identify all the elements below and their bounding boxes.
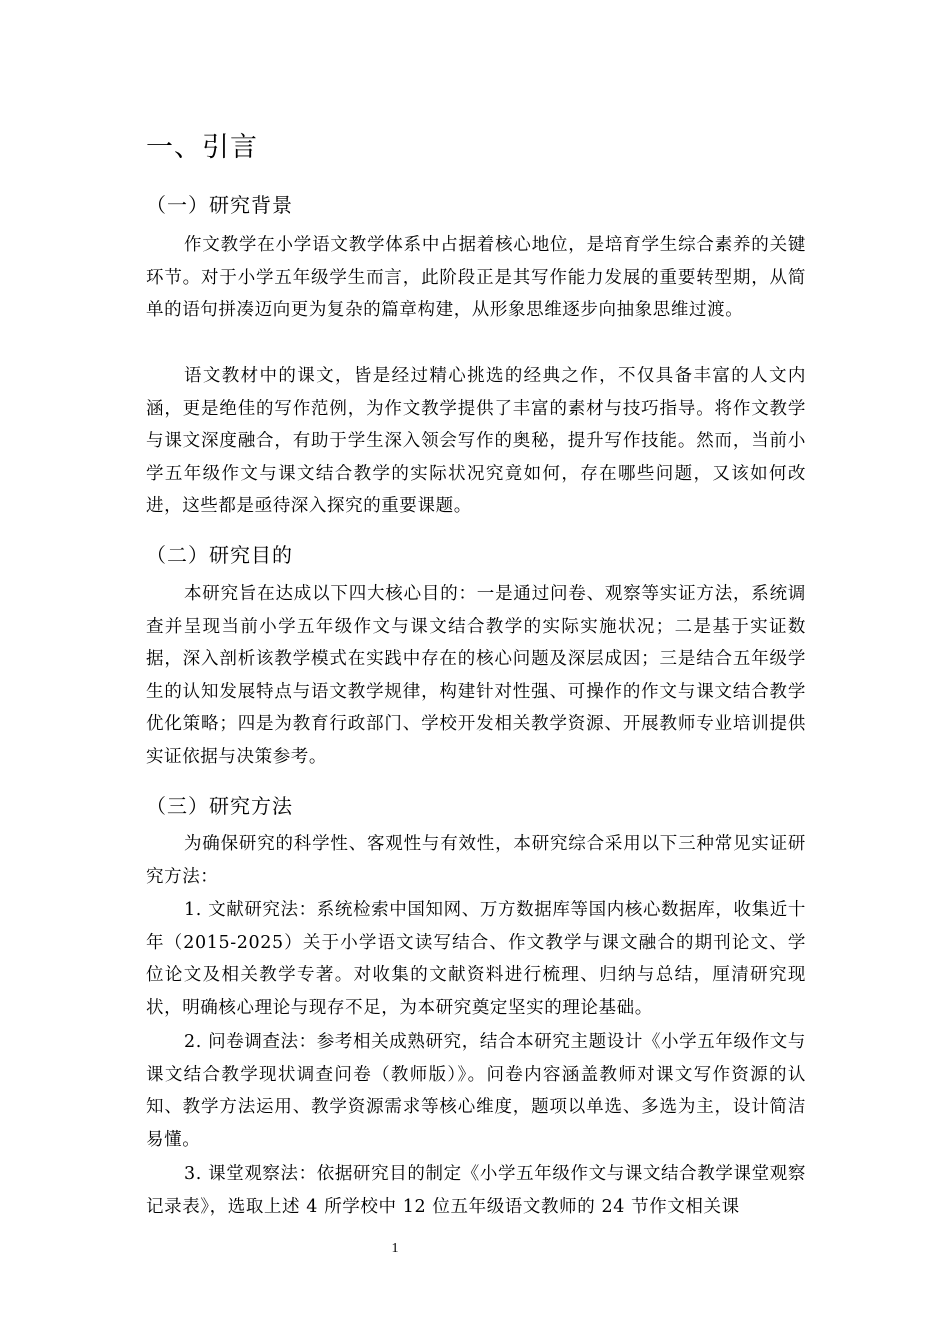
paragraph-method-observation: 3. 课堂观察法：依据研究目的制定《小学五年级作文与课文结合教学课堂观察记录表》，选取上述 4 所学校中 12 位五年级语文教师的 24 节作文相关课 <box>146 1164 806 1217</box>
paragraph-method-literature: 1. 文献研究法：系统检索中国知网、万方数据库等国内核心数据库，收集近十年（2015-2025）关于小学语文读写结合、作文教学与课文融合的期刊论文、学位论文及相关教学专著。对收集的文献资料进行梳理、归纳与总结，厘清研究现状，明确核心理论与现存不足，为本研究奠定坚实的理论基础。 <box>146 900 806 1018</box>
main-heading: 一、引言 <box>146 132 258 163</box>
paragraph-method-intro: 为确保研究的科学性、客观性与有效性，本研究综合采用以下三种常见实证研究方法： <box>146 834 806 887</box>
section-heading-background: （一）研究背景 <box>146 193 293 217</box>
paragraph-purpose-1: 本研究旨在达成以下四大核心目的：一是通过问卷、观察等实证方法，系统调查并呈现当前小学五年级作文与课文结合教学的实际实施状况；二是基于实证数据，深入剖析该教学模式在实践中存在的核心问题及深层成因；三是结合五年级学生的认知发展特点与语文教学规律，构建针对性强、可操作的作文与课文结合教学优化策略；四是为教育行政部门、学校开发相关教学资源、开展教师专业培训提供实证依据与决策参考。 <box>146 584 806 767</box>
page-number: 1 <box>391 1241 399 1256</box>
section-heading-purpose: （二）研究目的 <box>146 543 293 567</box>
paragraph-method-questionnaire: 2. 问卷调查法：参考相关成熟研究，结合本研究主题设计《小学五年级作文与课文结合教学现状调查问卷（教师版）》。问卷内容涵盖教师对课文写作资源的认知、教学方法运用、教学资源需求等核心维度，题项以单选、多选为主，设计简洁易懂。 <box>146 1032 806 1150</box>
paragraph-background-2: 语文教材中的课文，皆是经过精心挑选的经典之作，不仅具备丰富的人文内涵，更是绝佳的写作范例，为作文教学提供了丰富的素材与技巧指导。将作文教学与课文深度融合，有助于学生深入领会写作的奥秘，提升写作技能。然而，当前小学五年级作文与课文结合教学的实际状况究竟如何，存在哪些问题，又该如何改进，这些都是亟待深入探究的重要课题。 <box>146 366 806 517</box>
section-heading-method: （三）研究方法 <box>146 794 293 818</box>
paragraph-background-1: 作文教学在小学语文教学体系中占据着核心地位，是培育学生综合素养的关键环节。对于小学五年级学生而言，此阶段正是其写作能力发展的重要转型期，从简单的语句拼凑迈向更为复杂的篇章构建，从形象思维逐步向抽象思维过渡。 <box>146 235 806 321</box>
